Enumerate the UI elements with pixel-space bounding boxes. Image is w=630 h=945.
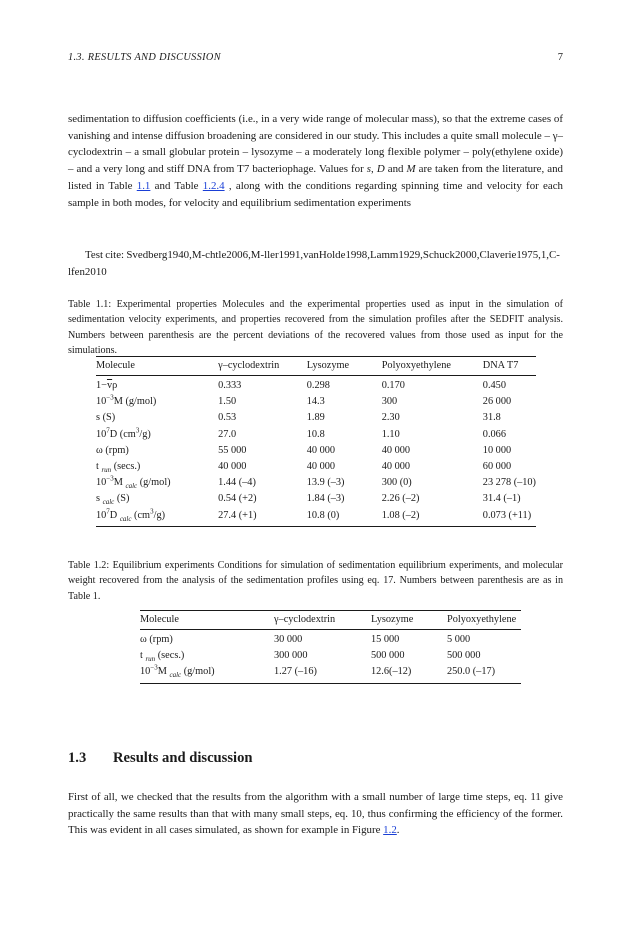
table-ref-link-1-2-4[interactable]: 1.2.4 (202, 180, 225, 193)
paragraph-intro-text-e: and Table (150, 180, 203, 193)
table-1-col-molecule: Molecule (96, 357, 218, 376)
table-1-head (96, 357, 536, 376)
row-label: s $_{calc}$ (S) (96, 493, 130, 507)
table-row (96, 443, 536, 459)
table-2-col-cyclodextrin: γ–cyclodextrin (274, 611, 371, 630)
table-cell: 15 000 (371, 634, 400, 645)
table-cell: 0.066 (482, 428, 506, 440)
paragraph-intro-text-a: sedimentation to diffusion coefficients (i.e., in a very wide range of molecular mass), so that the extreme cases of vanishing and intense diffusion broadening are considered in our study. This includes a quite small molecule – γ–cyclodextrin – a small globular protein – lysozyme – a moderately long flexible polymer – poly(ethylene oxide) – and a very long and stiff DNA from T7 bacteriophage. Values for (68, 112, 563, 176)
table-cell: 1.10 (381, 428, 400, 440)
symbol-d: D (376, 163, 385, 176)
table-cell: 250.0 (–17) (447, 664, 521, 683)
running-head (68, 52, 563, 63)
table-row (140, 664, 521, 683)
paragraph-final (68, 789, 563, 839)
table-row (140, 630, 521, 649)
table-cell: 26 000 (482, 396, 512, 408)
table-cell: 12.6(–12) (371, 664, 447, 683)
table-cell: 500 000 (371, 650, 405, 662)
testcite-line-2: 1,C-lfen2010 (68, 248, 560, 278)
table-2-head (140, 611, 521, 630)
paragraph-intro-text-c: and (384, 163, 407, 176)
table-cell: 0.170 (381, 380, 405, 391)
table-cell: 23 278 (–10) (482, 477, 536, 489)
paragraph-final-text-b: . (396, 824, 400, 837)
table-cell: 40 000 (306, 461, 336, 473)
table-cell: 2.30 (381, 412, 400, 424)
table-cell: 300 (381, 396, 398, 408)
table-header-row (96, 357, 536, 376)
figure-ref-link-1-2[interactable]: 1.2 (383, 824, 397, 837)
table-cell: 500 000 (447, 650, 481, 662)
paragraph-intro-text-b: , (371, 163, 377, 176)
table-2-col-lysozyme: Lysozyme (371, 611, 447, 630)
paragraph-final-text-a: First of all, we checked that the results from the algorithm with a small number of large time steps, eq. 11 give practically the same results than that with many small steps, eq. 10, thus confirming the efficiency of the former. This was evident in all cases simulated, as shown for example in Figure (68, 790, 563, 837)
table-1-col-cyclodextrin: γ–cyclodextrin (218, 357, 307, 376)
table-1-col-dna-t7: DNA T7 (483, 357, 536, 376)
table-cell: 300 000 (274, 650, 308, 662)
paragraph-intro (68, 111, 563, 212)
paragraph-intro-text-d: are taken from the literature, and listed in Table (68, 163, 563, 193)
table-row (96, 376, 536, 395)
table-row (96, 427, 536, 443)
table-cell: 31.8 (482, 412, 501, 424)
table-cell: 40 000 (306, 444, 336, 456)
row-label: $10^7D$ $(cm^3/g)$ (96, 426, 151, 440)
table-cell: 31.4 (–1) (482, 493, 521, 505)
caption-table-1: Table 1.1: Experimental properties Molecules and the experimental properties used as input in the simulation of sedimentation velocity experiments, and properties recovered from the simulation profiles after the SEDFIT analysis. Numbers between parenthesis are the percent deviations of the recovered values from those used as input for the simulations. (68, 299, 563, 356)
table-cell: 40 000 (381, 444, 411, 456)
testcite-line-1: Test cite: Svedberg1940,M-chtle2006,M-ller1991,vanHolde1998,Lamm1929,Schuck2000,Claverie1975, (85, 248, 541, 261)
table-row (96, 475, 536, 491)
table-row (96, 508, 536, 527)
paragraph-testcite (68, 247, 563, 281)
section-heading (68, 750, 253, 767)
table-cell: 13.9 (–3) (306, 477, 345, 489)
row-label: $1-\overline{v}\rho$ (96, 380, 118, 391)
row-label: $10^{-3}M$ $_{calc}$ (g/mol) (96, 474, 171, 491)
table-1-col-polyoxyethylene: Polyoxyethylene (382, 357, 483, 376)
table-cell: 1.84 (–3) (306, 493, 345, 505)
table-cell: 10.8 (306, 428, 325, 440)
table-cell: 10 000 (482, 444, 512, 456)
table-cell: 55 000 (218, 444, 247, 456)
table-cell: 0.54 (+2) (218, 493, 257, 505)
table-row (140, 648, 521, 664)
section-number: 1.3 (68, 750, 87, 767)
table-cell: 0.073 (+11) (483, 508, 536, 527)
row-label: $10^{-3}M$ (g/mol) (96, 393, 157, 408)
table-equilibrium-experiments (140, 610, 521, 684)
running-head-title: 1.3. RESULTS AND DISCUSSION (68, 52, 221, 63)
table-1-col-lysozyme: Lysozyme (307, 357, 382, 376)
table-cell: 5 000 (447, 634, 471, 645)
section-title: Results and discussion (113, 750, 253, 767)
table-header-row (140, 611, 521, 630)
row-label: t $_{run}$ (secs.) (140, 650, 185, 664)
table-cell: 0.450 (482, 380, 506, 391)
table-experimental-properties (96, 356, 536, 527)
table-row (96, 491, 536, 507)
table-row (96, 459, 536, 475)
row-label: ω (rpm) (96, 444, 129, 456)
table-cell: 10.8 (0) (307, 508, 382, 527)
table-cell: 1.44 (–4) (218, 477, 256, 489)
table-2-col-molecule: Molecule (140, 611, 274, 630)
table-cell: 300 (0) (381, 477, 412, 489)
table-cell: 60 000 (482, 461, 512, 473)
table-cell: 14.3 (306, 396, 325, 408)
table-cell: 40 000 (218, 461, 247, 473)
table-cell: 0.53 (218, 412, 237, 424)
table-cell: 40 000 (381, 461, 411, 473)
page-number: 7 (557, 52, 563, 63)
caption-table-2: Table 1.2: Equilibrium experiments Conditions for simulation of sedimentation equilibrium experiments, and molecular weight recovered from the analysis of the sedimentation profiles using eq. 17. Numbers between parenthesis are as in Table 1. (68, 560, 563, 602)
table-cell: 27.4 (+1) (218, 508, 307, 527)
row-label: s (S) (96, 412, 116, 424)
table-1-body (96, 376, 536, 527)
table-cell: 1.50 (218, 396, 237, 408)
symbol-s: s (366, 163, 372, 176)
paragraph-intro-text-f: , along with the conditions regarding spinning time and velocity for each sample in both modes, for velocity and equilibrium sedimentation experiments (68, 180, 563, 209)
table-cell: 1.08 (–2) (382, 508, 483, 527)
table-cell: 1.27 (–16) (274, 664, 371, 683)
table-2-col-polyoxyethylene: Polyoxyethylene (447, 611, 521, 630)
table-ref-link-1-1[interactable]: 1.1 (136, 180, 151, 193)
table-cell: 2.26 (–2) (381, 493, 420, 505)
row-label: ω (rpm) (140, 634, 173, 645)
table-cell: 27.0 (218, 428, 237, 440)
table-cell: 1.89 (306, 412, 325, 424)
row-label: $10^{-3}M$ $_{calc}$ (g/mol) (140, 664, 274, 683)
row-label: t $_{run}$ (secs.) (96, 461, 141, 475)
row-label: $10^7D$ $_{calc}$ $(cm^3/g)$ (96, 508, 218, 527)
table-cell: 0.298 (306, 380, 330, 391)
table-cell: 30 000 (274, 634, 303, 645)
table-row (96, 394, 536, 410)
symbol-m: M (406, 163, 416, 176)
table-row (96, 410, 536, 426)
table-2-body (140, 630, 521, 684)
table-cell: 0.333 (218, 380, 242, 391)
